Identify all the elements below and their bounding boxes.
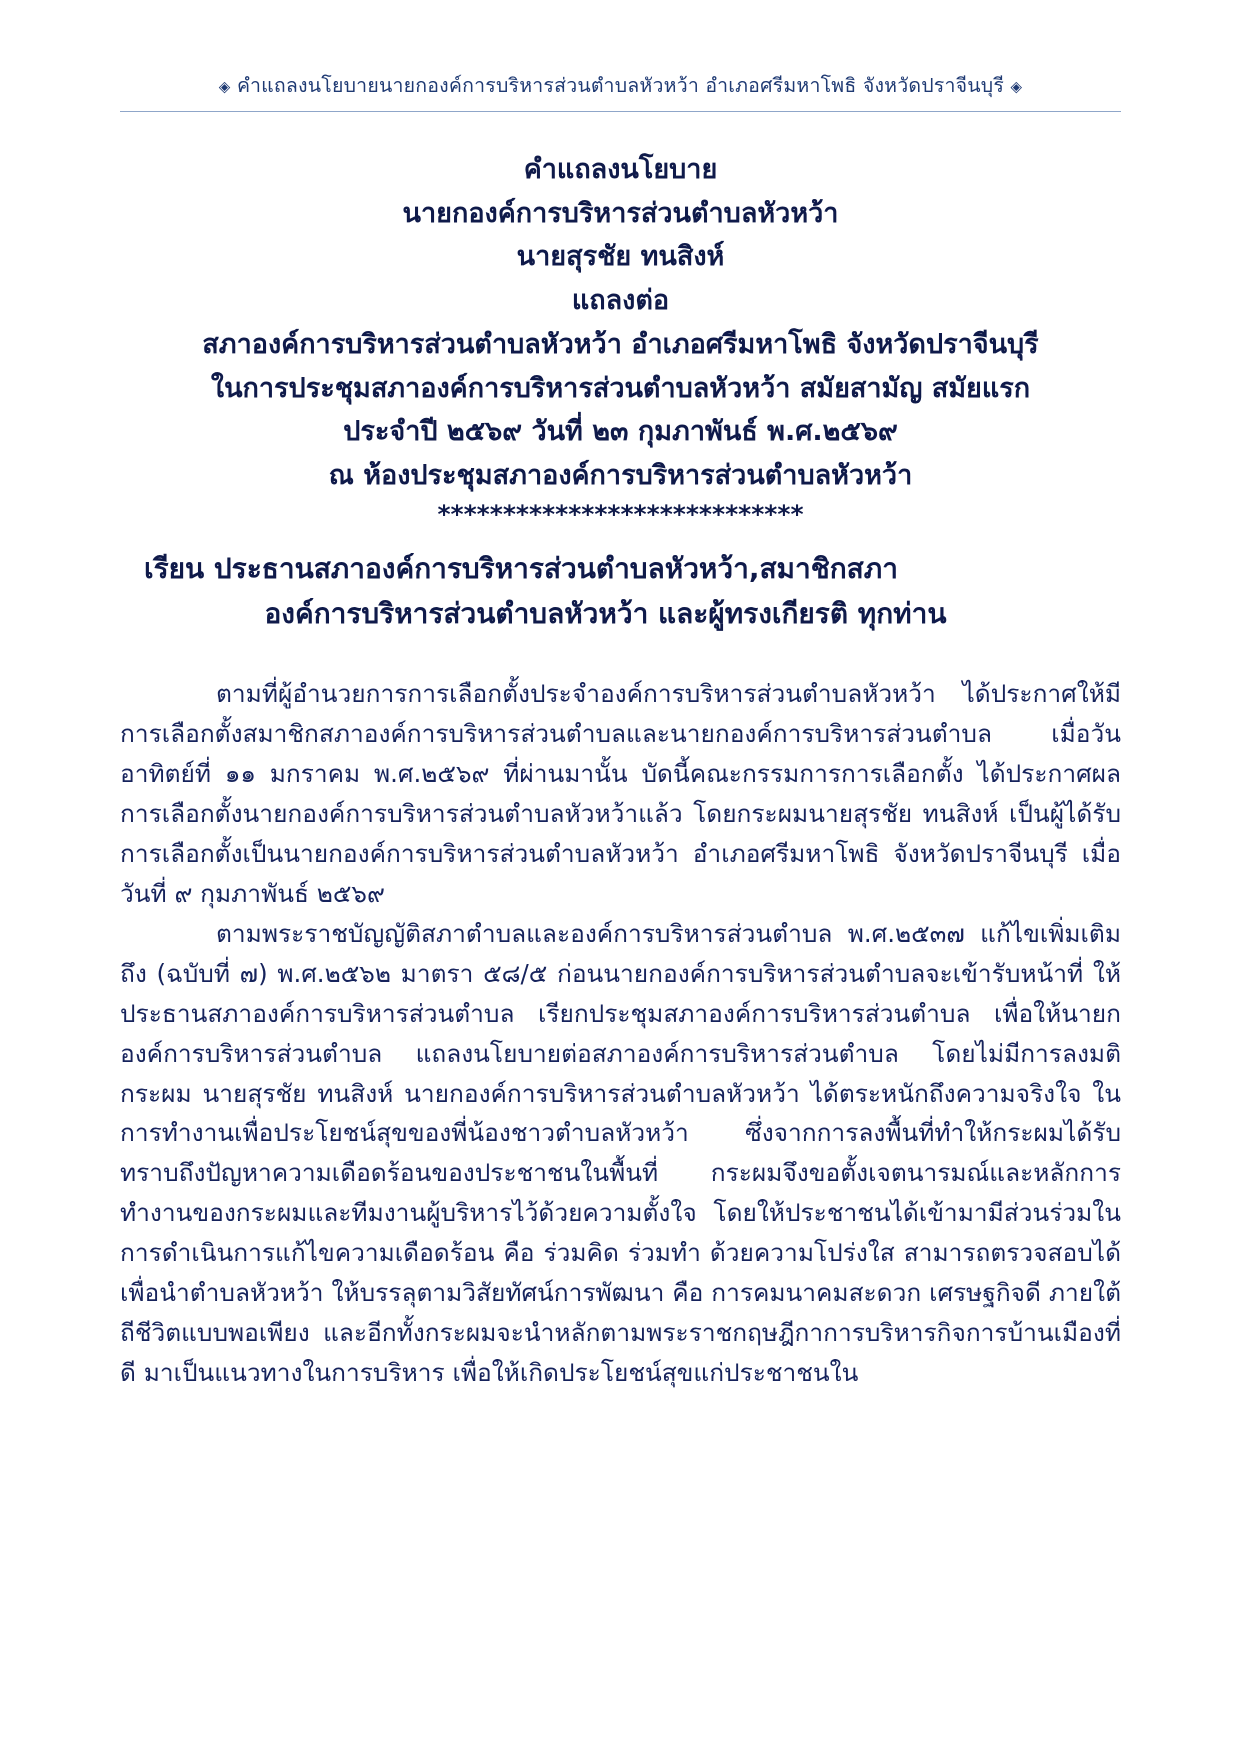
title-line-2: นายกองค์การบริหารส่วนตำบลหัวหว้า bbox=[402, 197, 839, 229]
header-divider bbox=[120, 111, 1121, 112]
page-header bbox=[120, 70, 1121, 111]
salutation-block bbox=[120, 546, 1121, 637]
title-line-6: ในการประชุมสภาองค์การบริหารส่วนตำบลหัวหว้า สมัยสามัญ สมัยแรก bbox=[210, 372, 1031, 404]
body-paragraph-2: ตามพระราชบัญญัติสภาตำบลและองค์การบริหารส่วนตำบล พ.ศ.๒๕๓๗ แก้ไขเพิ่มเติมถึง (ฉบับที่ ๗) พ.ศ.๒๕๖๒ มาตรา ๕๘/๕ ก่อนนายกองค์การบริหารส่วนตำบลจะเข้ารับหน้าที่ ให้ประธานสภาองค์การบริหารส่วนตำบล เรียกประชุมสภาองค์การบริหารส่วนตำบล เพื่อให้นายกองค์การบริหารส่วนตำบล แถลงนโยบายต่อสภาองค์การบริหารส่วนตำบล โดยไม่มีการลงมติ กระผม นายสุรชัย ทนสิงห์ นายกองค์การบริหารส่วนตำบลหัวหว้า ได้ตระหนักถึงความจริงใจ ในการทำงานเพื่อประโยชน์สุขของพี่น้องชาวตำบลหัวหว้า ซึ่งจากการลงพื้นที่ทำให้กระผมได้รับทราบถึงปัญหาความเดือดร้อนของประชาชนในพื้นที่ กระผมจึงขอตั้งเจตนารมณ์และหลักการทำงานของกระผมและทีมงานผู้บริหารไว้ด้วยความตั้งใจ โดยให้ประชาชนได้เข้ามามีส่วนร่วมในการดำเนินการแก้ไขความเดือดร้อน คือ ร่วมคิด ร่วมทำ ด้วยความโปร่งใส สามารถตรวจสอบได้ เพื่อนำตำบลหัวหว้า ให้บรรลุตามวิสัยทัศน์การพัฒนา คือ การคมนาคมสะดวก เศรษฐกิจดี ภายใต้ถีชีวิตแบบพอเพียง และอีกทั้งกระผมจะนำหลักตามพระราชกฤษฎีกาการบริหารกิจการบ้านเมืองที่ดี มาเป็นแนวทางในการบริหาร เพื่อให้เกิดประโยชน์สุขแก่ประชาชนใน bbox=[120, 918, 1121, 1388]
title-block bbox=[120, 148, 1121, 532]
body-paragraph-1: ตามที่ผู้อำนวยการการเลือกตั้งประจำองค์การบริหารส่วนตำบลหัวหว้า ได้ประกาศให้มีการเลือกตั้งสมาชิกสภาองค์การบริหารส่วนตำบลและนายกองค์การบริหารส่วนตำบล เมื่อวันอาทิตย์ที่ ๑๑ มกราคม พ.ศ.๒๕๖๙ ที่ผ่านมานั้น บัดนี้คณะกรรมการการเลือกตั้ง ได้ประกาศผลการเลือกตั้งนายกองค์การบริหารส่วนตำบลหัวหว้าแล้ว โดยกระผมนายสุรชัย ทนสิงห์ เป็นผู้ได้รับการเลือกตั้งเป็นนายกองค์การบริหารส่วนตำบลหัวหว้า อำเภอศรีมหาโพธิ จังหวัดปราจีนบุรี เมื่อวันที่ ๙ กุมภาพันธ์ ๒๕๖๙ bbox=[120, 679, 1121, 908]
diamond-left-icon: ◈ bbox=[218, 77, 231, 96]
title-line-4: แถลงต่อ bbox=[571, 285, 670, 317]
title-line-5: สภาองค์การบริหารส่วนตำบลหัวหว้า อำเภอศรีมหาโพธิ จังหวัดปราจีนบุรี bbox=[202, 328, 1039, 360]
header-title-text: คำแถลงนโยบายนายกองค์การบริหารส่วนตำบลหัวหว้า อำเภอศรีมหาโพธิ จังหวัดปราจีนบุรี bbox=[236, 74, 1005, 97]
title-separator: **************************** bbox=[437, 499, 804, 529]
body-text bbox=[120, 674, 1121, 1393]
diamond-right-icon: ◈ bbox=[1010, 77, 1023, 96]
title-line-3: นายสุรชัย ทนสิงห์ bbox=[516, 241, 725, 273]
salutation-line-1: เรียน ประธานสภาองค์การบริหารส่วนตำบลหัวหว้า,สมาชิกสภา bbox=[144, 551, 898, 585]
title-line-7: ประจำปี ๒๕๖๙ วันที่ ๒๓ กุมภาพันธ์ พ.ศ.๒๕๖๙ bbox=[343, 416, 898, 448]
salutation-line-2: องค์การบริหารส่วนตำบลหัวหว้า และผู้ทรงเกียรติ ทุกท่าน bbox=[264, 596, 947, 630]
title-line-1: คำแถลงนโยบาย bbox=[523, 154, 718, 185]
title-line-8: ณ ห้องประชุมสภาองค์การบริหารส่วนตำบลหัวหว้า bbox=[328, 460, 913, 492]
